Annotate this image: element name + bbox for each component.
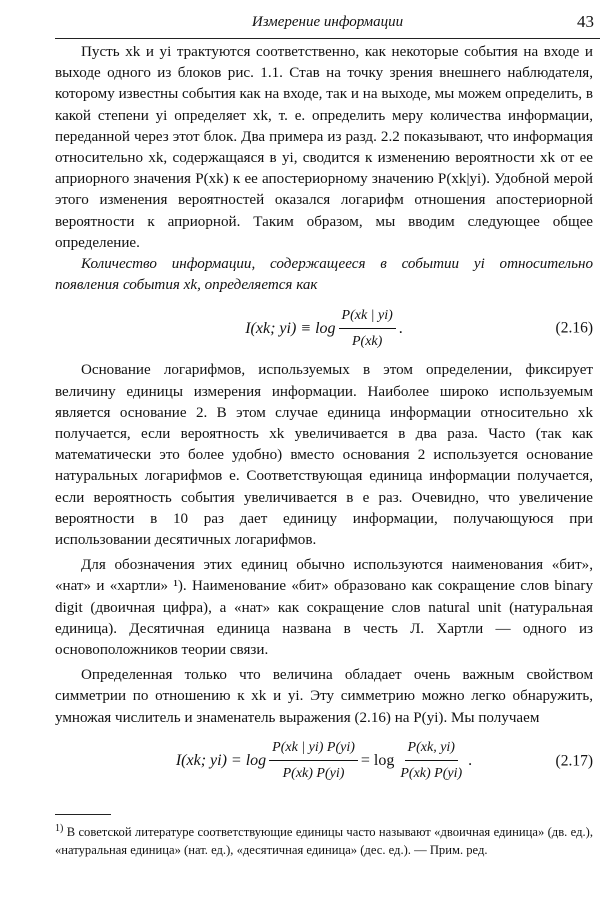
paragraph-4: Для обозначения этих единиц обычно используются наименования «бит», «нат» и «хартли» ¹). Наименование «бит» образовано как сокращение слов binary digit (двоичная цифра), а «нат» как сокращение слов natural unit (натуральная единица). Десятичная единица названа в честь Л. Хартли — одного из основоположников теории связи. — [55, 557, 593, 659]
eq216-numerator: P(xk | yi) — [339, 305, 396, 329]
paragraph-3: Основание логарифмов, используемых в этом определении, фиксирует величину единицы измерения информации. Наиболее широко используемым является основание 2. В этом случае единица информации относительно xk получается, если вероятность xk увеличивается в два раза. Часто (так как математически это более удобно) вместо основания 2 используется основание натуральных логарифмов e. Соответствующая единица информации получается, если вероятность события увеличивается в e раз. Очевидно, что увеличение вероятности в 10 раз дает единицу информации, получающуюся при использовании десятичных логарифмов. — [55, 362, 593, 549]
paragraph-1: Пусть xk и yi трактуются соответственно, как некоторые события на входе и выходе одного из блоков рис. 1.1. Став на точку зрения внешнего наблюдателя, которому известны события как на входе, так и на выходе, мы можем определить, в какой степени yi определяет xk, т. е. определить меру количества информации, переданной через этот блок. Два примера из разд. 2.2 показывают, что информация относительно xk, содержащаяся в yi, сводится к изменению вероятности xk от ее априорного значения P(xk) к ее апостериорному значению P(xk|yi). Удобной мерой этого изменения вероятностей оказался логарифм отношения апостериорной вероятности к априорной. Таким образом, мы вводим следующее общее определение. — [55, 44, 593, 251]
eq216-fraction — [339, 305, 396, 352]
eq217-denominator-1: P(xk) P(yi) — [282, 766, 345, 782]
eq217-numerator-1: P(xk | yi) P(yi) — [269, 737, 358, 761]
eq217-label: (2.17) — [555, 752, 593, 770]
eq217-tail: . — [468, 752, 473, 770]
footnote-text: В советской литературе соответствующие единицы часто называют «двоичная единица» (дв. ед.), «натуральная единица» (нат. ед.), «десятичная единица» (дес. ед.). — Прим. ред. — [55, 825, 593, 857]
eq217-numerator-2: P(xk, yi) — [405, 737, 458, 761]
eq217-mid: = log — [360, 752, 395, 770]
footnote-mark: 1) — [55, 823, 64, 834]
paragraph-5: Определенная только что величина обладает очень важным свойством симметрии по отношению к xk и yi. Эту симметрию можно легко обнаружить, умножая числитель и знаменатель выражения (2.16) на P(yi). Мы получаем — [55, 667, 593, 726]
equation-2-17 — [55, 729, 593, 793]
running-header — [55, 12, 600, 39]
footnote — [55, 820, 593, 859]
eq217-fraction-1 — [269, 737, 358, 784]
eq217-fraction-2 — [397, 737, 465, 784]
running-title: Измерение информации — [251, 14, 404, 30]
eq216-lhs: I(xk; yi) ≡ log — [245, 319, 336, 337]
page-number: 43 — [577, 12, 594, 31]
main-text — [55, 42, 593, 793]
eq216-tail: . — [398, 319, 403, 337]
eq217-denominator-2: P(xk) P(yi) — [400, 766, 463, 782]
equation-2-16 — [55, 296, 593, 360]
eq217-lhs: I(xk; yi) = log — [175, 752, 267, 770]
eq216-denominator: P(xk) — [351, 333, 383, 349]
eq216-label: (2.16) — [555, 319, 593, 337]
definition-paragraph: Количество информации, содержащееся в событии yi относительно появления события xk, определяется как — [55, 256, 593, 294]
footnote-divider — [55, 814, 111, 815]
